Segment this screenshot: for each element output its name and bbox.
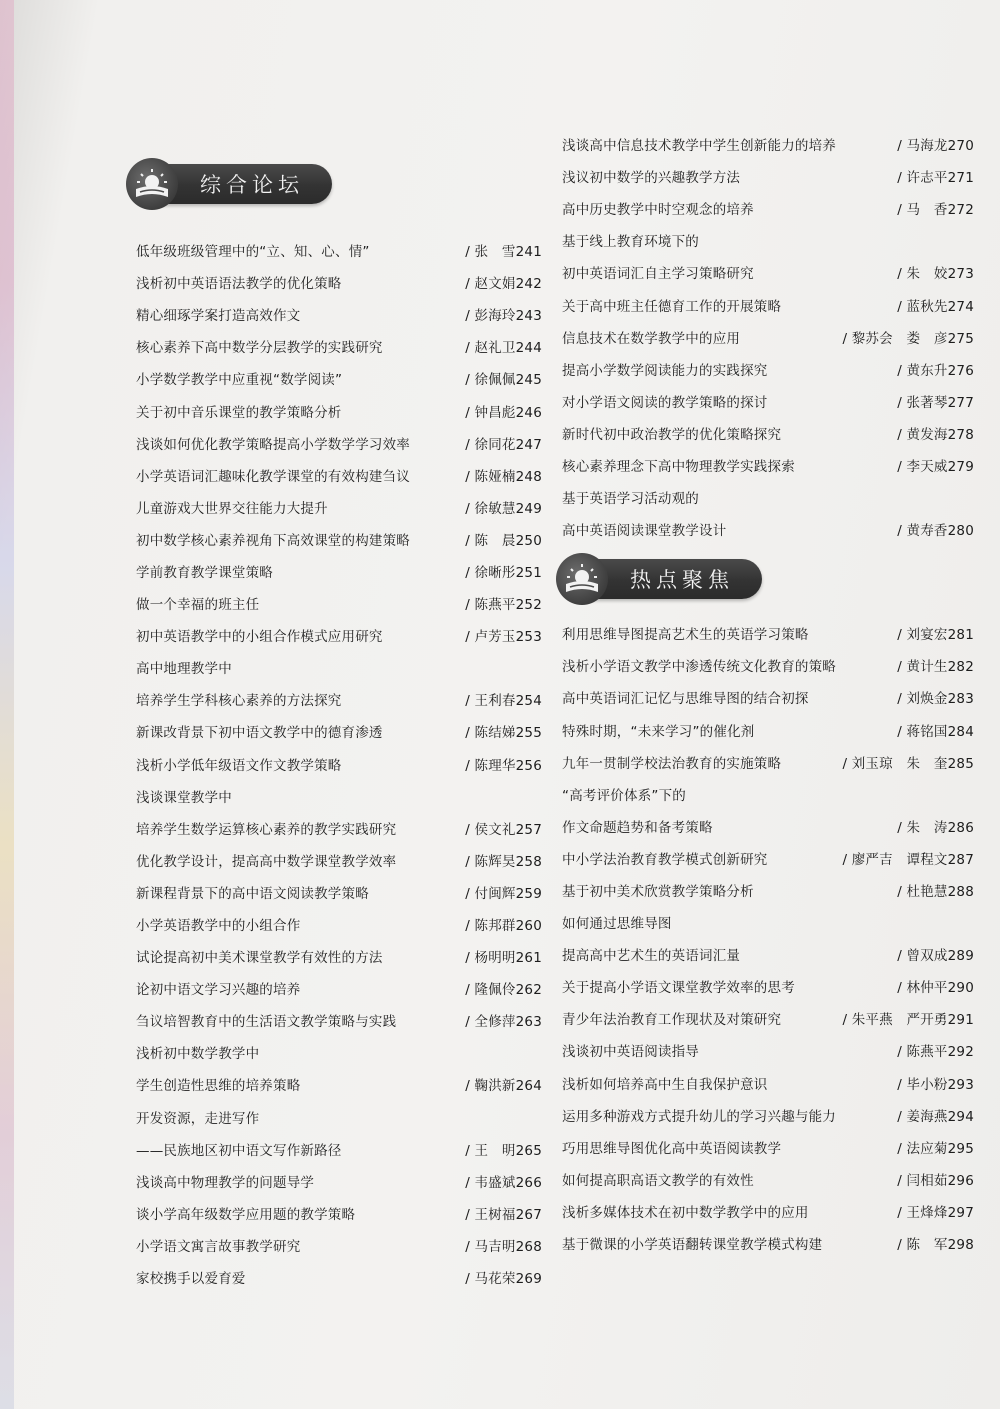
right-toc-column bbox=[562, 128, 974, 1259]
article-title: 浅析初中数学教学中 bbox=[136, 1046, 260, 1063]
article-title: 浅析如何培养高中生自我保护意识 bbox=[562, 1076, 768, 1093]
article-title: 浅析初中英语语法教学的优化策略 bbox=[136, 276, 342, 293]
author-page: / 陈理华256 bbox=[465, 757, 542, 774]
section-banner-left bbox=[126, 156, 332, 212]
toc-entry bbox=[136, 619, 542, 651]
toc-entry bbox=[136, 427, 542, 459]
article-title: 初中英语教学中的小组合作模式应用研究 bbox=[136, 629, 383, 646]
author-page: / 李天威279 bbox=[897, 458, 974, 475]
toc-entry bbox=[562, 1131, 974, 1163]
toc-entry bbox=[562, 842, 974, 874]
toc-entry bbox=[136, 555, 542, 587]
author-page: / 陈娅楠248 bbox=[465, 468, 542, 485]
author-page: / 黄发海278 bbox=[897, 426, 974, 443]
article-title: 关于提高小学语文课堂教学效率的思考 bbox=[562, 980, 795, 997]
toc-entry bbox=[136, 780, 542, 812]
article-title: 新课改背景下初中语文教学中的德育渗透 bbox=[136, 725, 383, 742]
article-title: 小学语文寓言故事教学研究 bbox=[136, 1238, 301, 1255]
toc-entry bbox=[136, 1197, 542, 1229]
article-title: 基于微课的小学英语翻转课堂教学模式构建 bbox=[562, 1237, 823, 1254]
author-page: / 彭海玲243 bbox=[465, 308, 542, 325]
author-page: / 钟昌彪246 bbox=[465, 404, 542, 421]
article-title: 初中英语词汇自主学习策略研究 bbox=[562, 266, 754, 283]
toc-entry bbox=[136, 587, 542, 619]
article-title: 高中英语词汇记忆与思维导图的结合初探 bbox=[562, 691, 809, 708]
author-page: / 徐佩佩245 bbox=[465, 372, 542, 389]
section-title-left: 综合论坛 bbox=[160, 164, 332, 204]
toc-entry bbox=[562, 449, 974, 481]
article-title: 浅谈课堂教学中 bbox=[136, 789, 232, 806]
toc-entry bbox=[562, 385, 974, 417]
toc-entry bbox=[136, 683, 542, 715]
article-title: 浅议初中数学的兴趣教学方法 bbox=[562, 170, 741, 187]
author-page: / 朱 涛286 bbox=[897, 819, 974, 836]
toc-entry bbox=[136, 972, 542, 1004]
author-page: / 黎苏会 娄 彦275 bbox=[842, 330, 974, 347]
toc-entry bbox=[136, 876, 542, 908]
author-page: / 蓝秋先274 bbox=[897, 298, 974, 315]
toc-entry bbox=[562, 224, 974, 256]
article-title: 浅谈高中物理教学的问题导学 bbox=[136, 1174, 315, 1191]
article-title: 浅析小学语文教学中渗透传统文化教育的策略 bbox=[562, 659, 836, 676]
author-page: / 姜海燕294 bbox=[897, 1108, 974, 1125]
toc-entry bbox=[136, 1068, 542, 1100]
toc-entry bbox=[562, 128, 974, 160]
article-title: 浅析小学低年级语文作文教学策略 bbox=[136, 757, 342, 774]
article-title: 低年级班级管理中的“立、知、心、情” bbox=[136, 244, 370, 261]
toc-entry bbox=[136, 715, 542, 747]
toc-entry bbox=[136, 330, 542, 362]
toc-entry bbox=[136, 234, 542, 266]
author-page: / 廖严吉 谭程文287 bbox=[842, 851, 974, 868]
toc-entry bbox=[136, 459, 542, 491]
article-title: 对小学语文阅读的教学策略的探讨 bbox=[562, 394, 768, 411]
toc-entry bbox=[562, 778, 974, 810]
article-title: 做一个幸福的班主任 bbox=[136, 597, 260, 614]
toc-entry bbox=[562, 1227, 974, 1259]
article-title: 试论提高初中美术课堂教学有效性的方法 bbox=[136, 950, 383, 967]
author-page: / 马 香272 bbox=[897, 202, 974, 219]
toc-entry bbox=[562, 938, 974, 970]
toc-entry bbox=[136, 298, 542, 330]
author-page: / 黄东升276 bbox=[897, 362, 974, 379]
toc-entry bbox=[136, 1133, 542, 1165]
toc-entry bbox=[136, 940, 542, 972]
article-title: 特殊时期，“未来学习”的催化剂 bbox=[562, 723, 755, 740]
author-page: / 许志平271 bbox=[897, 170, 974, 187]
author-page: / 侯文礼257 bbox=[465, 821, 542, 838]
author-page: / 黄寿香280 bbox=[897, 523, 974, 540]
toc-entry bbox=[136, 908, 542, 940]
toc-entry bbox=[136, 491, 542, 523]
article-title: 青少年法治教育工作现状及对策研究 bbox=[562, 1012, 782, 1029]
author-page: / 卢芳玉253 bbox=[465, 629, 542, 646]
article-title: 浅谈高中信息技术教学中学生创新能力的培养 bbox=[562, 138, 836, 155]
article-title: 提高小学数学阅读能力的实践探究 bbox=[562, 362, 768, 379]
article-title: 作文命题趋势和备考策略 bbox=[562, 819, 713, 836]
article-title: 提高高中艺术生的英语词汇量 bbox=[562, 948, 741, 965]
toc-entry bbox=[136, 523, 542, 555]
author-page: / 赵文娟242 bbox=[465, 276, 542, 293]
article-title: 巧用思维导图优化高中英语阅读教学 bbox=[562, 1140, 782, 1157]
article-title: 精心细琢学案打造高效作文 bbox=[136, 308, 301, 325]
toc-entry bbox=[136, 362, 542, 394]
article-title: 儿童游戏大世界交往能力大提升 bbox=[136, 500, 328, 517]
author-page: / 陈邦群260 bbox=[465, 918, 542, 935]
author-page: / 王利春254 bbox=[465, 693, 542, 710]
toc-entry bbox=[562, 649, 974, 681]
article-title: 论初中语文学习兴趣的培养 bbox=[136, 982, 301, 999]
toc-entry bbox=[136, 812, 542, 844]
toc-entry bbox=[562, 256, 974, 288]
toc-entry bbox=[562, 1034, 974, 1066]
article-title: 小学英语教学中的小组合作 bbox=[136, 918, 301, 935]
author-page: / 王 明265 bbox=[465, 1142, 542, 1159]
toc-entry bbox=[562, 321, 974, 353]
author-page: / 林仲平290 bbox=[897, 980, 974, 997]
article-title: 浅析多媒体技术在初中数学教学中的应用 bbox=[562, 1204, 809, 1221]
page-edge-strip bbox=[0, 0, 14, 1409]
toc-entry bbox=[136, 651, 542, 683]
author-page: / 陈燕平292 bbox=[897, 1044, 974, 1061]
article-title: 新课程背景下的高中语文阅读教学策略 bbox=[136, 885, 369, 902]
toc-entry bbox=[562, 160, 974, 192]
toc-entry bbox=[136, 394, 542, 426]
article-title: 中小学法治教育教学模式创新研究 bbox=[562, 851, 768, 868]
article-title: 学生创造性思维的培养策略 bbox=[136, 1078, 301, 1095]
toc-entry bbox=[562, 192, 974, 224]
article-title: 高中英语阅读课堂教学设计 bbox=[562, 523, 727, 540]
article-title: 谈小学高年级数学应用题的教学策略 bbox=[136, 1206, 356, 1223]
toc-entry bbox=[136, 1165, 542, 1197]
article-title: 核心素养下高中数学分层教学的实践研究 bbox=[136, 340, 383, 357]
article-title: 高中历史教学中时空观念的培养 bbox=[562, 202, 754, 219]
author-page: / 马花荣269 bbox=[465, 1271, 542, 1288]
author-page: / 赵礼卫244 bbox=[465, 340, 542, 357]
author-page: / 曾双成289 bbox=[897, 948, 974, 965]
article-title: 基于初中美术欣赏教学策略分析 bbox=[562, 884, 754, 901]
author-page: / 张著琴277 bbox=[897, 394, 974, 411]
author-page: / 杜艳慧288 bbox=[897, 884, 974, 901]
author-page: / 徐同花247 bbox=[465, 436, 542, 453]
author-page: / 徐晰彤251 bbox=[465, 564, 542, 581]
section-title-right: 热点聚焦 bbox=[590, 559, 762, 599]
article-title: 核心素养理念下高中物理教学实践探索 bbox=[562, 458, 795, 475]
article-title: 培养学生数学运算核心素养的教学实践研究 bbox=[136, 821, 397, 838]
article-title: 浅谈如何优化教学策略提高小学数学学习效率 bbox=[136, 436, 410, 453]
author-page: / 黄计生282 bbox=[897, 659, 974, 676]
toc-entry bbox=[562, 617, 974, 649]
toc-entry bbox=[136, 1229, 542, 1261]
author-page: / 陈 军298 bbox=[897, 1237, 974, 1254]
author-page: / 全修萍263 bbox=[465, 1014, 542, 1031]
author-page: / 陈燕平252 bbox=[465, 597, 542, 614]
author-page: / 马吉明268 bbox=[465, 1238, 542, 1255]
toc-entry bbox=[562, 681, 974, 713]
toc-entry bbox=[562, 481, 974, 513]
article-title: ——民族地区初中语文写作新路径 bbox=[136, 1142, 342, 1159]
toc-entry bbox=[136, 266, 542, 298]
article-title: “高考评价体系”下的 bbox=[562, 787, 686, 804]
author-page: / 徐敏慧249 bbox=[465, 500, 542, 517]
article-title: 九年一贯制学校法治教育的实施策略 bbox=[562, 755, 782, 772]
toc-entry bbox=[562, 417, 974, 449]
toc-entry bbox=[136, 1036, 542, 1068]
author-page: / 马海龙270 bbox=[897, 138, 974, 155]
article-title: 高中地理教学中 bbox=[136, 661, 232, 678]
article-title: 利用思维导图提高艺术生的英语学习策略 bbox=[562, 627, 809, 644]
author-page: / 付闽辉259 bbox=[465, 885, 542, 902]
article-title: 基于线上教育环境下的 bbox=[562, 234, 699, 251]
author-page: / 刘宴宏281 bbox=[897, 627, 974, 644]
author-page: / 朱 姣273 bbox=[897, 266, 974, 283]
toc-entry bbox=[562, 1195, 974, 1227]
author-page: / 王烽烽297 bbox=[897, 1204, 974, 1221]
article-title: 关于初中音乐课堂的教学策略分析 bbox=[136, 404, 342, 421]
article-title: 小学英语词汇趣味化教学课堂的有效构建刍议 bbox=[136, 468, 410, 485]
toc-entry bbox=[562, 714, 974, 746]
toc-entry bbox=[562, 746, 974, 778]
toc-entry bbox=[562, 1163, 974, 1195]
section-banner-right bbox=[556, 551, 974, 607]
article-title: 浅谈初中英语阅读指导 bbox=[562, 1044, 699, 1061]
toc-entry bbox=[136, 1261, 542, 1293]
author-page: / 张 雪241 bbox=[465, 244, 542, 261]
toc-entry bbox=[562, 513, 974, 545]
toc-entry bbox=[562, 906, 974, 938]
author-page: / 刘焕金283 bbox=[897, 691, 974, 708]
toc-entry bbox=[562, 1067, 974, 1099]
toc-entry bbox=[136, 748, 542, 780]
toc-entry bbox=[136, 844, 542, 876]
article-title: 运用多种游戏方式提升幼儿的学习兴趣与能力 bbox=[562, 1108, 836, 1125]
toc-entry bbox=[562, 1002, 974, 1034]
author-page: / 毕小粉293 bbox=[897, 1076, 974, 1093]
article-title: 家校携手以爱育爱 bbox=[136, 1271, 246, 1288]
toc-entry bbox=[562, 1099, 974, 1131]
author-page: / 隆佩伶262 bbox=[465, 982, 542, 999]
article-title: 学前教育教学课堂策略 bbox=[136, 564, 273, 581]
author-page: / 韦盛斌266 bbox=[465, 1174, 542, 1191]
article-title: 如何通过思维导图 bbox=[562, 916, 672, 933]
author-page: / 陈结娣255 bbox=[465, 725, 542, 742]
author-page: / 陈 晨250 bbox=[465, 532, 542, 549]
article-title: 刍议培智教育中的生活语文教学策略与实践 bbox=[136, 1014, 397, 1031]
toc-entry bbox=[136, 1004, 542, 1036]
author-page: / 蒋铭国284 bbox=[897, 723, 974, 740]
author-page: / 闫相茹296 bbox=[897, 1172, 974, 1189]
sunrise-book-icon bbox=[126, 158, 178, 210]
author-page: / 朱平燕 严开勇291 bbox=[842, 1012, 974, 1029]
author-page: / 陈辉昊258 bbox=[465, 853, 542, 870]
toc-entry bbox=[562, 288, 974, 320]
article-title: 如何提高职高语文教学的有效性 bbox=[562, 1172, 754, 1189]
article-title: 开发资源，走进写作 bbox=[136, 1110, 260, 1127]
toc-entry bbox=[562, 353, 974, 385]
toc-entry bbox=[562, 810, 974, 842]
author-page: / 王树福267 bbox=[465, 1206, 542, 1223]
author-page: / 杨明明261 bbox=[465, 950, 542, 967]
toc-entry bbox=[562, 874, 974, 906]
author-page: / 鞠洪新264 bbox=[465, 1078, 542, 1095]
toc-entry bbox=[136, 1101, 542, 1133]
article-title: 培养学生学科核心素养的方法探究 bbox=[136, 693, 342, 710]
author-page: / 法应菊295 bbox=[897, 1140, 974, 1157]
sunrise-book-icon bbox=[556, 553, 608, 605]
article-title: 新时代初中政治教学的优化策略探究 bbox=[562, 426, 782, 443]
article-title: 小学数学教学中应重视“数学阅读” bbox=[136, 372, 343, 389]
article-title: 初中数学核心素养视角下高效课堂的构建策略 bbox=[136, 532, 410, 549]
toc-entry bbox=[562, 970, 974, 1002]
article-title: 优化教学设计，提高高中数学课堂教学效率 bbox=[136, 853, 397, 870]
left-toc-column bbox=[136, 234, 542, 1293]
article-title: 基于英语学习活动观的 bbox=[562, 491, 699, 508]
author-page: / 刘玉琼 朱 奎285 bbox=[842, 755, 974, 772]
article-title: 关于高中班主任德育工作的开展策略 bbox=[562, 298, 782, 315]
article-title: 信息技术在数学教学中的应用 bbox=[562, 330, 741, 347]
